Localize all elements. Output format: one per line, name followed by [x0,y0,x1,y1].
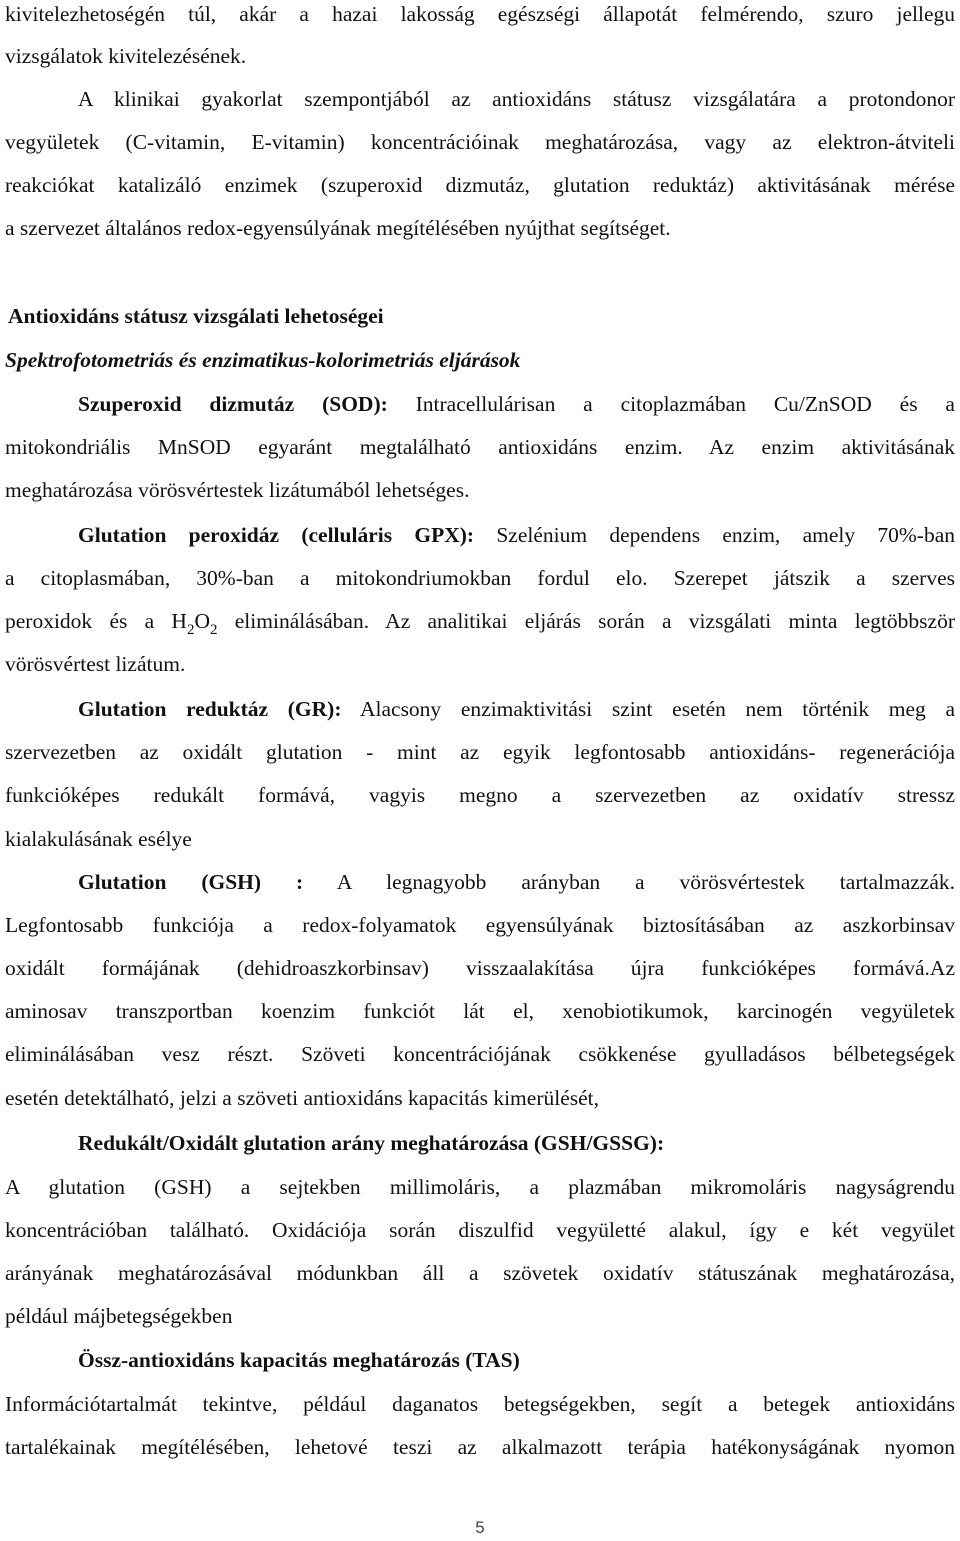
gsh-heading: Glutation (GSH) : [78,870,304,894]
gsh-line: esetén detektálható, jelzi a szöveti antioxidáns kapacitás kimerülését, [5,1086,600,1110]
gssg-line: arányának meghatározásával módunkban áll a szövetek oxidatív státuszának meghatározása, [5,1261,955,1285]
oxygen-letter: O [194,609,210,633]
gsh-line [78,868,955,898]
sod-line: mitokondriális MnSOD egyaránt megtalálható antioxidáns enzim. Az enzim aktivitásának [5,435,955,459]
paragraph-line: vizsgálatok kivitelezésének. [5,44,247,68]
tas-line: tartalékainak megítélésében, lehetové teszi az alkalmazott terápia hatékonyságának nyomon [5,1435,955,1459]
paragraph-line: reakciókat katalizáló enzimek (szuperoxid dizmutáz, glutation reduktáz) aktivitásának mérése [5,173,955,197]
gpx-line [5,607,955,637]
section-title: Antioxidáns státusz vizsgálati lehetoségei [8,304,384,328]
gr-heading: Glutation reduktáz (GR): [78,697,342,721]
gssg-line: koncentrációban található. Oxidációja során diszulfid vegyületté alakul, így e két vegyület [5,1218,955,1242]
gsh-line: Legfontosabb funkciója a redox-folyamatok egyensúlyának biztosításában az aszkorbinsav [5,913,955,937]
h2-subscript: 2 [186,622,195,637]
gpx-heading: Glutation peroxidáz (celluláris GPX): [78,523,475,547]
paragraph-line: vegyületek (C-vitamin, E-vitamin) koncentrációinak meghatározása, vagy az elektron-átviteli [5,130,955,154]
gr-line [78,695,955,725]
gsh-text: A legnagyobb arányban a vörösvértestek tartalmazzák. [303,870,955,894]
sod-line [78,390,955,420]
tas-line: Információtartalmát tekintve, például daganatos betegségekben, segít a betegek antioxidáns [5,1392,955,1416]
gpx-text: peroxidok és a H [5,609,187,633]
sod-line: meghatározása vörösvértestek lizátumából lehetséges. [5,478,470,502]
gpx-line: vörösvértest lizátum. [5,652,186,676]
page-number: 5 [475,1518,485,1537]
sod-text: Intracellulárisan a citoplazmában Cu/ZnSOD és a [387,392,955,416]
gr-line: kialakulásának esélye [5,827,192,851]
gpx-line: a citoplasmában, 30%-ban a mitokondriumokban fordul elo. Szerepet játszik a szerves [5,566,955,590]
sod-heading: Szuperoxid dizmutáz (SOD): [78,392,388,416]
paragraph-line: A klinikai gyakorlat szempontjából az antioxidáns státusz vizsgálatára a protondonor [78,87,955,111]
paragraph-line: kivitelezhetoségén túl, akár a hazai lakosság egészségi állapotát felmérendo, szuro jellegu [5,2,955,26]
gssg-line: például májbetegségekben [5,1304,233,1328]
gpx-text: Szelénium dependens enzim, amely 70%-ban [474,523,955,547]
gpx-text: eliminálásában. Az analitikai eljárás során a vizsgálati minta legtöbbször [217,609,955,633]
gssg-heading: Redukált/Oxidált glutation arány meghatározása (GSH/GSSG): [78,1131,665,1155]
o2-subscript: 2 [210,622,218,637]
gr-line: szervezetben az oxidált glutation - mint az egyik legfontosabb antioxidáns- regenerációja [5,740,955,764]
paragraph-line: a szervezet általános redox-egyensúlyának megítélésében nyújthat segítséget. [5,216,671,240]
tas-heading: Össz-antioxidáns kapacitás meghatározás (TAS) [78,1348,520,1372]
gr-text: Alacsony enzimaktivitási szint esetén nem történik meg a [341,697,955,721]
gpx-line [78,521,955,551]
gssg-line: A glutation (GSH) a sejtekben millimoláris, a plazmában mikromoláris nagyságrendu [5,1175,955,1199]
subsection-title: Spektrofotometriás és enzimatikus-kolorimetriás eljárások [5,348,521,372]
gsh-line: eliminálásában vesz részt. Szöveti koncentrációjának csökkenése gyulladásos bélbetegségek [5,1042,955,1066]
gsh-line: oxidált formájának (dehidroaszkorbinsav) visszaalakítása újra funkcióképes formává.Az [5,956,955,980]
gsh-line: aminosav transzportban koenzim funkciót lát el, xenobiotikumok, karcinogén vegyületek [5,999,955,1023]
gr-line: funkcióképes redukált formává, vagyis megno a szervezetben az oxidatív stressz [5,783,955,807]
